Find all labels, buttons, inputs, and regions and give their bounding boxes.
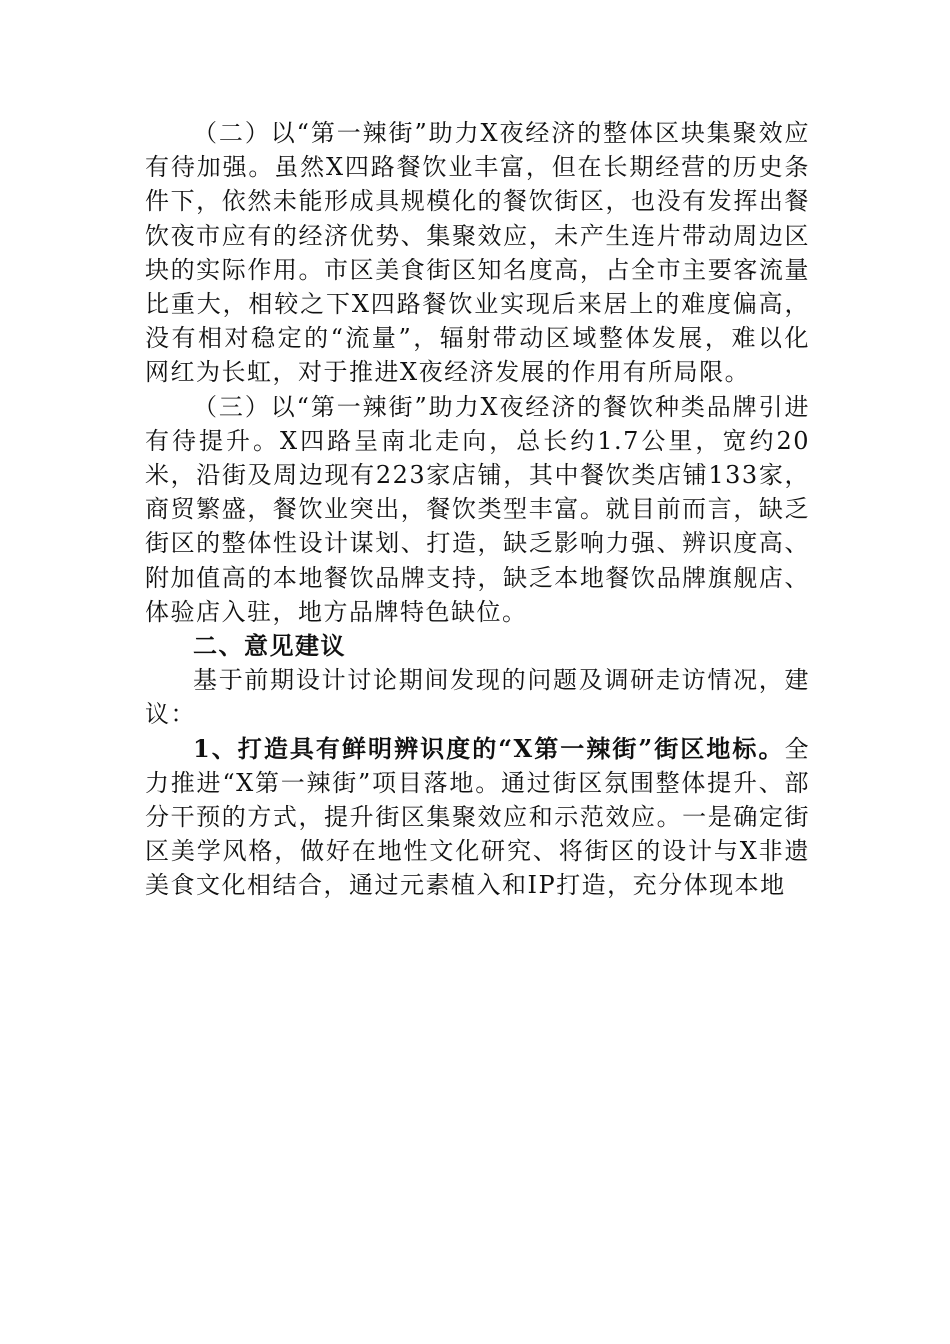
suggestion-item-1-title: 1、打造具有鲜明辨识度的“X第一辣街”街区地标。	[193, 733, 785, 763]
suggestion-item-1-body: 全力推进“X第一辣街”项目落地。通过街区氛围整体提升、部分干预的方式，提升街区集聚效应和示范效应。一是确定街区美学风格，做好在地性文化研究、将街区的设计与X非遗美食文化相结合，通过元素植入和IP打造，充分体现本地	[145, 734, 810, 900]
suggestion-item-1	[145, 732, 810, 903]
paragraph-section-2: （二）以“第一辣街”助力X夜经济的整体区块集聚效应有待加强。虽然X四路餐饮业丰富，但在长期经营的历史条件下，依然未能形成具规模化的餐饮街区，也没有发挥出餐饮夜市应有的经济优势、集聚效应，未产生连片带动周边区块的实际作用。市区美食街区知名度高，占全市主要客流量比重大，相较之下X四路餐饮业实现后来居上的难度偏高，没有相对稳定的“流量”，辐射带动区域整体发展，难以化网红为长虹，对于推进X夜经济发展的作用有所局限。	[145, 119, 810, 387]
document-body	[145, 116, 810, 903]
paragraph-section-3: （三）以“第一辣街”助力X夜经济的餐饮种类品牌引进有待提升。X四路呈南北走向，总长约1.7公里，宽约20米，沿街及周边现有223家店铺，其中餐饮类店铺133家，商贸繁盛，餐饮业突出，餐饮类型丰富。就目前而言，缺乏街区的整体性设计谋划、打造，缺乏影响力强、辨识度高、附加值高的本地餐饮品牌支持，缺乏本地餐饮品牌旗舰店、体验店入驻，地方品牌特色缺位。	[145, 392, 810, 626]
section-heading-suggestions: 二、意见建议	[193, 631, 346, 661]
paragraph-intro-suggestions: 基于前期设计讨论期间发现的问题及调研走访情况，建议：	[145, 666, 810, 729]
